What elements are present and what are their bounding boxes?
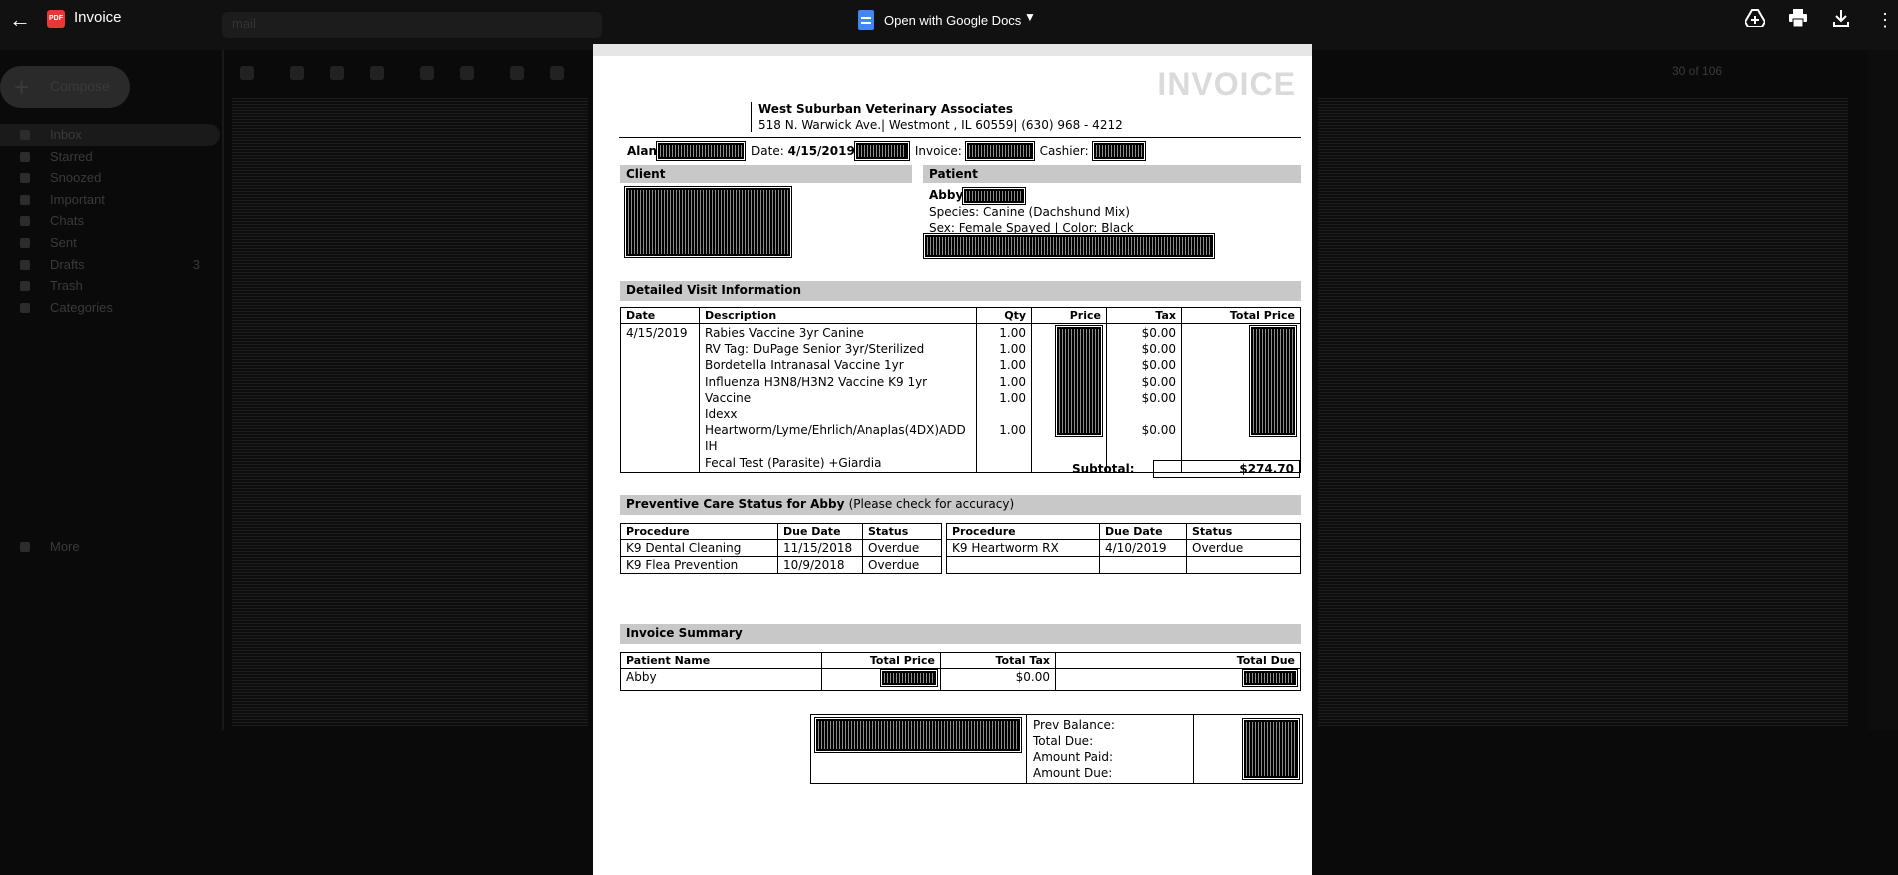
col-due-date: Due Date — [778, 524, 863, 540]
nav-label: Important — [50, 191, 105, 207]
col-total-price: Total Price — [1182, 308, 1301, 324]
email-body-blurred — [232, 98, 588, 726]
redacted-block — [657, 142, 745, 160]
back-arrow-icon: ← — [9, 7, 31, 32]
list-item: $0.00 — [1141, 374, 1176, 389]
cell-total-price — [822, 669, 941, 691]
table-row — [947, 540, 1301, 557]
nav-label: Categories — [50, 299, 113, 315]
preventive-care-header — [620, 495, 1301, 515]
invoice-summary-table — [620, 652, 1301, 691]
cell-due-date: 11/15/2018 — [778, 540, 863, 557]
clock-icon — [20, 173, 30, 183]
email-pager: 30 of 106 — [1672, 64, 1723, 78]
patient-details — [929, 187, 1134, 236]
divider-line — [619, 137, 1301, 138]
list-item: 1.00 — [999, 342, 1026, 357]
visit-table — [620, 307, 1301, 473]
col-patient-name: Patient Name — [621, 653, 822, 669]
compose-label: Compose — [50, 78, 110, 94]
patient-name: Abby — [929, 188, 964, 202]
nav-item-categories — [0, 297, 220, 319]
nav-item-snoozed — [0, 167, 220, 189]
amount-due-label: Amount Due: — [1033, 766, 1113, 780]
gmail-search-box: mail — [222, 12, 602, 38]
visit-totals — [1182, 324, 1301, 473]
list-item: RV Tag: DuPage Senior 3yr/Sterilized — [705, 342, 925, 357]
cell-status: Overdue — [1187, 540, 1301, 557]
preventive-care-note: (Please check for accuracy) — [848, 497, 1015, 511]
add-to-drive-button[interactable] — [1744, 9, 1766, 31]
viewer-topbar — [0, 0, 1898, 40]
important-icon — [20, 195, 30, 205]
snooze-icon — [460, 66, 474, 80]
client-header: Client — [620, 165, 912, 183]
visit-header: Detailed Visit Information — [620, 281, 1301, 301]
visit-taxes — [1107, 324, 1182, 473]
star-icon — [20, 152, 30, 162]
send-icon — [20, 238, 30, 248]
open-with-dropdown[interactable] — [1024, 10, 1036, 24]
report-icon — [330, 66, 344, 80]
redacted-block — [966, 142, 1034, 160]
list-item: 1.00 — [999, 423, 1026, 438]
open-with-label: Open with Google Docs — [884, 12, 1022, 28]
download-button[interactable] — [1830, 9, 1852, 31]
nav-label: Starred — [50, 148, 93, 164]
cell-procedure — [947, 557, 1100, 574]
nav-item-more — [0, 536, 220, 558]
list-item: Bordetella Intranasal Vaccine 1yr — [705, 358, 904, 373]
list-item: 1.00 — [999, 358, 1026, 373]
preventive-care-title: Preventive Care Status for Abby — [626, 497, 845, 511]
list-item: Fecal Test (Parasite) +Giardia — [705, 455, 882, 470]
nav-item-drafts — [0, 254, 220, 276]
patient-sex-color: Sex: Female Spayed | Color: Black — [929, 220, 1134, 235]
cell-total-tax: $0.00 — [941, 669, 1056, 691]
nav-count: 3 — [192, 256, 200, 272]
cell-due-date — [1100, 557, 1187, 574]
back-arrow-icon — [240, 66, 254, 80]
delete-icon — [370, 66, 384, 80]
cell-status: Overdue — [863, 540, 942, 557]
invoice-label: Invoice: — [914, 144, 962, 158]
redacted-client-address — [625, 187, 791, 257]
col-status: Status — [1187, 524, 1301, 540]
table-row — [947, 557, 1301, 574]
invoice-meta-row — [627, 142, 1145, 160]
list-item: 1.00 — [999, 390, 1026, 405]
visit-prices — [1032, 324, 1107, 473]
col-procedure: Procedure — [947, 524, 1100, 540]
redacted-block — [924, 234, 1214, 258]
nav-item-starred — [0, 146, 220, 168]
subtotal-value: $274.70 — [1153, 460, 1300, 478]
list-item: Influenza H3N8/H3N2 Vaccine K9 1yr Vaccine — [705, 374, 928, 405]
subtotal-label: Subtotal: — [1072, 462, 1135, 476]
table-header-row — [621, 653, 1301, 669]
nav-label: Snoozed — [50, 170, 102, 186]
list-item: 1.00 — [999, 374, 1026, 389]
col-tax: Tax — [1107, 308, 1182, 324]
list-item — [982, 406, 1026, 422]
download-icon — [1832, 9, 1850, 27]
chevron-down-icon: ▼ — [1024, 10, 1036, 24]
list-item: Heartworm/Lyme/Ehrlich/Anaplas(4DX)ADD IH — [705, 423, 966, 454]
nav-item-trash — [0, 275, 220, 297]
cell-patient-name: Abby — [621, 669, 822, 691]
payment-box — [810, 714, 1303, 784]
more-options-button[interactable] — [1874, 9, 1896, 31]
close-viewer-button[interactable] — [8, 8, 32, 32]
col-description: Description — [700, 308, 977, 324]
mark-unread-icon — [420, 66, 434, 80]
col-due-date: Due Date — [1100, 524, 1187, 540]
redacted-block — [1056, 326, 1102, 436]
cell-due-date: 10/9/2018 — [778, 557, 863, 574]
clinic-block — [751, 102, 1123, 132]
col-total-tax: Total Tax — [941, 653, 1056, 669]
table-row — [621, 669, 1301, 691]
google-docs-icon — [858, 10, 874, 30]
list-item: Idexx — [705, 407, 738, 422]
table-row — [621, 540, 942, 557]
redacted-block — [1093, 142, 1145, 160]
col-qty: Qty — [977, 308, 1032, 324]
list-item: $0.00 — [1141, 390, 1176, 405]
amount-paid-label: Amount Paid: — [1033, 750, 1114, 764]
label-icon — [550, 66, 564, 80]
open-with-button[interactable] — [858, 8, 1021, 32]
col-status: Status — [863, 524, 942, 540]
payment-labels — [1026, 715, 1194, 783]
gmail-toolbar — [230, 58, 590, 86]
inbox-icon — [20, 130, 30, 140]
col-procedure: Procedure — [621, 524, 778, 540]
chat-icon — [20, 216, 30, 226]
nav-label: Trash — [50, 278, 83, 294]
file-title: Invoice — [74, 9, 122, 26]
nav-label: Chats — [50, 213, 84, 229]
prev-balance-label: Prev Balance: — [1033, 718, 1115, 732]
list-item: $0.00 — [1141, 342, 1176, 357]
redacted-block — [1243, 670, 1297, 686]
cell-procedure: K9 Flea Prevention — [621, 557, 778, 574]
nav-label: Inbox — [50, 127, 82, 142]
redacted-block — [815, 718, 1021, 752]
drive-icon — [1745, 9, 1765, 27]
visit-descriptions — [700, 324, 977, 473]
table-header-row — [621, 524, 942, 540]
cashier-label: Cashier: — [1039, 144, 1089, 158]
nav-label: Sent — [50, 234, 77, 250]
pane-divider — [222, 50, 224, 730]
table-header-row — [621, 308, 1301, 324]
preventive-table-left — [620, 523, 942, 574]
staff-name: Alan — [627, 144, 658, 158]
print-icon — [1788, 9, 1808, 27]
list-item: Rabies Vaccine 3yr Canine — [705, 326, 864, 340]
list-item — [1112, 406, 1176, 422]
nav-item-chats — [0, 210, 220, 232]
table-row — [621, 557, 942, 574]
visit-date: 4/15/2019 — [621, 324, 700, 473]
table-header-row — [947, 524, 1301, 540]
clinic-address: 518 N. Warwick Ave.| Westmont , IL 60559| (630) 968 - 4212 — [758, 118, 1123, 132]
page-top-strip — [593, 44, 1312, 56]
draft-icon — [20, 260, 30, 270]
nav-item-inbox — [0, 124, 220, 146]
archive-icon — [290, 66, 304, 80]
patient-species: Species: Canine (Dachshund Mix) — [929, 204, 1130, 219]
pdf-file-icon: PDF — [47, 10, 65, 28]
list-item: $0.00 — [1141, 326, 1176, 340]
invoice-heading: INVOICE — [1157, 66, 1296, 102]
invoice-date: 4/15/2019 — [787, 144, 855, 158]
redacted-block — [1243, 719, 1299, 779]
col-date: Date — [621, 308, 700, 324]
patient-header: Patient — [923, 165, 1301, 183]
move-to-icon — [510, 66, 524, 80]
nav-item-important — [0, 189, 220, 211]
side-panel — [1868, 50, 1898, 730]
col-total-due: Total Due — [1056, 653, 1301, 669]
cell-total-due — [1056, 669, 1301, 691]
visit-qtys — [977, 324, 1032, 473]
chevron-down-icon — [20, 542, 30, 552]
date-label: Date: — [751, 144, 784, 158]
nav-label: Drafts — [50, 256, 85, 272]
invoice-summary-header: Invoice Summary — [620, 624, 1301, 644]
compose-button — [0, 66, 130, 108]
cell-due-date: 4/10/2019 — [1100, 540, 1187, 557]
col-price: Price — [1032, 308, 1107, 324]
cell-procedure: K9 Heartworm RX — [947, 540, 1100, 557]
redacted-block — [855, 142, 909, 160]
cell-procedure: K9 Dental Cleaning — [621, 540, 778, 557]
nav-label: More — [50, 539, 80, 555]
list-item: $0.00 — [1141, 423, 1176, 438]
gmail-nav — [0, 124, 220, 558]
redacted-block — [881, 670, 937, 686]
total-due-label: Total Due: — [1033, 734, 1094, 748]
table-row — [621, 324, 1301, 473]
col-total-price: Total Price — [822, 653, 941, 669]
list-item: $0.00 — [1141, 358, 1176, 373]
trash-icon — [20, 281, 30, 291]
email-body-blurred — [1318, 98, 1848, 726]
redacted-block — [1250, 326, 1296, 436]
pdf-page — [593, 44, 1312, 875]
clinic-name: West Suburban Veterinary Associates — [758, 102, 1014, 116]
more-vert-icon: ⋮ — [1876, 10, 1894, 30]
cell-status — [1187, 557, 1301, 574]
label-icon — [20, 303, 30, 313]
nav-item-sent — [0, 232, 220, 254]
preventive-table-right — [946, 523, 1301, 574]
cell-status: Overdue — [863, 557, 942, 574]
list-item: 1.00 — [999, 326, 1026, 340]
redacted-block — [963, 188, 1025, 204]
print-button[interactable] — [1787, 9, 1809, 31]
plus-icon: + — [14, 72, 30, 102]
